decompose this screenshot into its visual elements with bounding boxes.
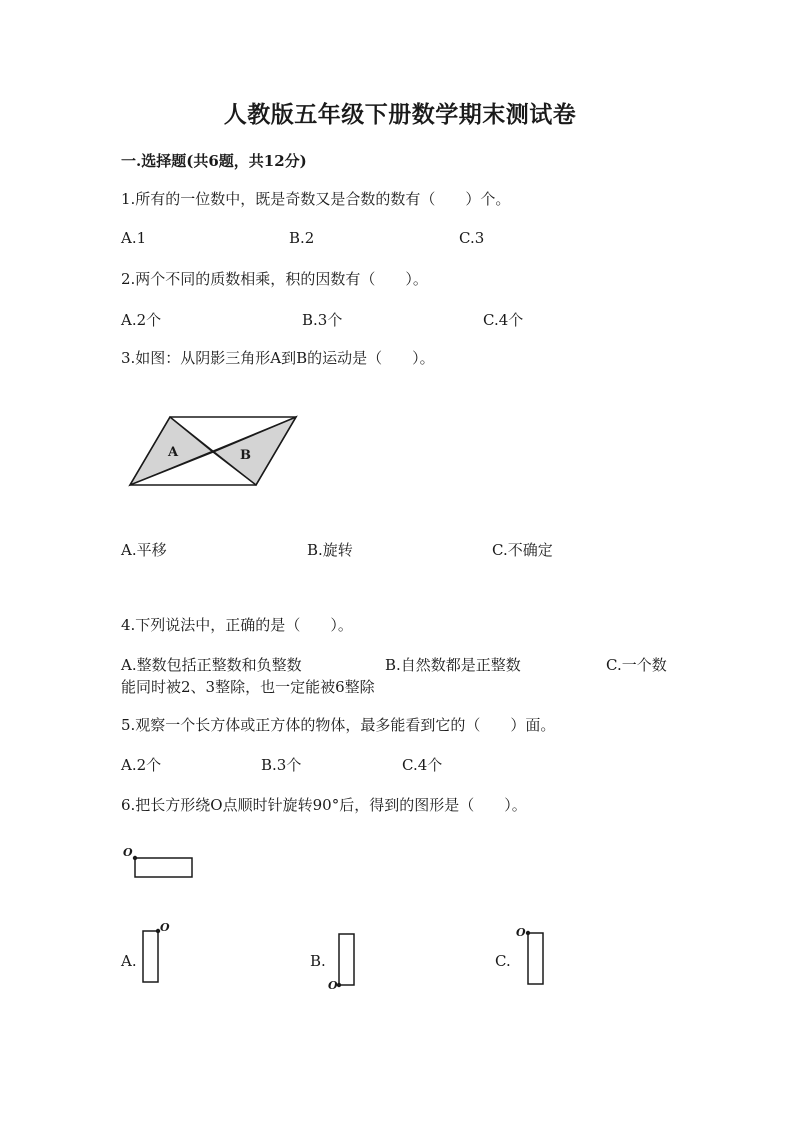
question-6-option-c[interactable]: C.	[495, 952, 511, 970]
rotated-rectangle-c	[528, 933, 543, 984]
question-6-option-a[interactable]: A.	[121, 952, 137, 970]
parallelogram-figure	[120, 405, 310, 495]
question-2-stem: 2.两个不同的质数相乘，积的因数有（ ）。	[121, 270, 428, 288]
question-4-stem: 4.下列说法中，正确的是（ ）。	[121, 616, 353, 634]
question-4-option-c[interactable]: C.一个数	[606, 656, 667, 674]
rotated-rectangle-b	[339, 934, 354, 985]
question-1-option-a[interactable]: A.1	[121, 229, 147, 247]
label-a: A	[168, 445, 179, 460]
original-rectangle	[135, 858, 192, 877]
page-title: 人教版五年级下册数学期末测试卷	[223, 101, 577, 128]
point-o-label: O	[328, 979, 338, 992]
pivot-point	[133, 856, 137, 860]
question-4-option-b[interactable]: B.自然数都是正整数	[385, 656, 521, 674]
option-a-rectangle-figure	[138, 920, 178, 990]
question-3-option-b[interactable]: B.旋转	[307, 541, 353, 559]
question-5-stem: 5.观察一个长方体或正方体的物体，最多能看到它的（ ）面。	[121, 716, 556, 734]
question-6-option-b[interactable]: B.	[310, 952, 326, 970]
question-5-option-c[interactable]: C.4个	[402, 756, 443, 774]
option-b-rectangle-figure	[325, 925, 365, 995]
question-4-option-c-continuation: 能同时被2、3整除，也一定能被6整除	[121, 678, 375, 696]
pivot-point	[526, 931, 530, 935]
question-3-stem: 3.如图：从阴影三角形A到B的运动是（ ）。	[121, 349, 435, 367]
question-1-option-b[interactable]: B.2	[289, 229, 315, 247]
section-heading: 一.选择题(共6题，共12分)	[121, 152, 307, 170]
question-5-option-a[interactable]: A.2个	[121, 756, 162, 774]
question-4-option-a[interactable]: A.整数包括正整数和负整数	[121, 656, 302, 674]
question-3-option-c[interactable]: C.不确定	[492, 541, 553, 559]
question-2-option-c[interactable]: C.4个	[483, 311, 524, 329]
question-2-option-a[interactable]: A.2个	[121, 311, 162, 329]
rotated-rectangle-a	[143, 931, 158, 982]
point-o-label: O	[516, 926, 526, 939]
point-o-label: O	[123, 846, 133, 859]
option-c-rectangle-figure	[512, 922, 552, 992]
question-6-stem: 6.把长方形绕O点顺时针旋转90°后，得到的图形是（ ）。	[121, 796, 527, 814]
question-1-stem: 1.所有的一位数中，既是奇数又是合数的数有（ ）个。	[121, 190, 511, 208]
label-b: B	[240, 448, 251, 463]
shaded-triangle-b	[213, 417, 296, 485]
point-o-label: O	[160, 921, 170, 934]
question-2-option-b[interactable]: B.3个	[302, 311, 343, 329]
original-rectangle-figure	[120, 844, 200, 884]
question-5-option-b[interactable]: B.3个	[261, 756, 302, 774]
question-1-option-c[interactable]: C.3	[459, 229, 485, 247]
question-3-option-a[interactable]: A.平移	[121, 541, 167, 559]
